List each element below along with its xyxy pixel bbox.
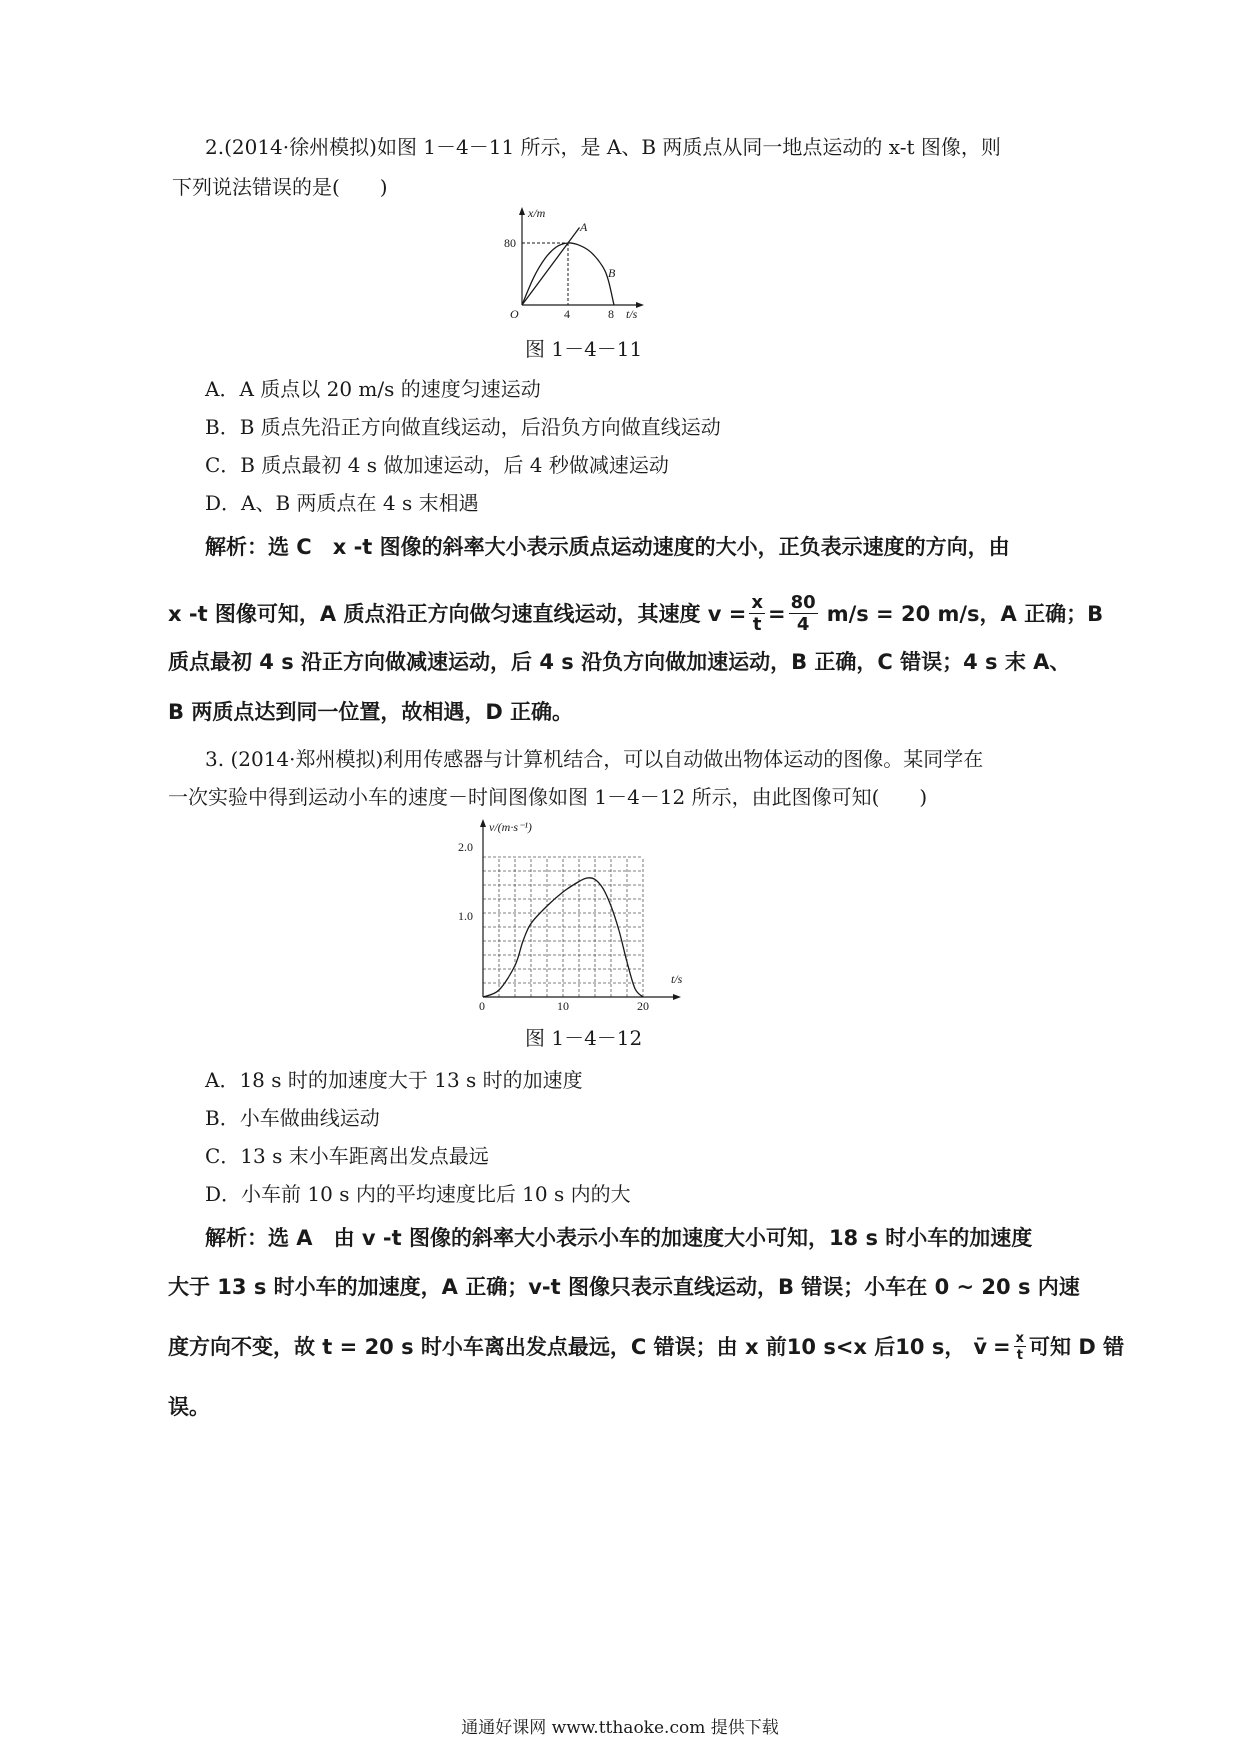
q2-chart-xtick-8: 8 <box>608 307 614 321</box>
q3-analysis-line4: 误。 <box>168 1395 210 1419</box>
q2-fraction-x-num: x <box>751 592 764 613</box>
q2-chart-ytick-80: 80 <box>504 236 516 250</box>
q3-chart-ytick-1: 1.0 <box>458 909 473 923</box>
q2-chart-xtick-4: 4 <box>564 307 570 321</box>
q3-analysis-line3-rest: 可知 D 错 <box>1029 1335 1125 1359</box>
q2-fraction-80-over-4 <box>789 594 818 634</box>
q3-option-a: A．18 s 时的加速度大于 13 s 时的加速度 <box>205 1068 583 1092</box>
q2-fraction-4-den: 4 <box>796 614 810 635</box>
q3-analysis-line3-text: 度方向不变，故 t = 20 s 时小车离出发点最远，C 错误；由 x 前10 s<x 后10 s， <box>168 1335 966 1359</box>
q3-analysis-line3 <box>168 1325 1124 1369</box>
q2-option-a: A．A 质点以 20 m/s 的速度匀速运动 <box>205 377 541 401</box>
q3-stem-line1: 3. (2014·郑州模拟)利用传感器与计算机结合，可以自动做出物体运动的图像。某同学在 <box>205 747 984 771</box>
q3-option-c: C．13 s 末小车距离出发点最远 <box>205 1144 489 1168</box>
q3-option-b: B．小车做曲线运动 <box>205 1106 380 1130</box>
q2-chart-ylabel: x/m <box>528 206 546 220</box>
q3-chart-xtick-10: 10 <box>557 999 569 1013</box>
q3-chart-ytick-2: 2.0 <box>458 840 473 854</box>
q2-fraction-x-over-t <box>749 594 765 634</box>
q2-fraction-t-den: t <box>752 614 762 635</box>
q2-analysis-line4: B 两质点达到同一位置，故相遇，D 正确。 <box>168 700 574 724</box>
q2-analysis-line2 <box>168 589 1103 639</box>
q3-fraction-x-over-t <box>1014 1332 1026 1362</box>
q3-chart-xtick-20: 20 <box>637 999 649 1013</box>
q3-fraction-t-den: t <box>1016 1348 1023 1363</box>
q2-series-a-line <box>522 228 580 306</box>
q3-chart-ylabel: v/(m·s⁻¹) <box>489 820 532 834</box>
q3-analysis-line2: 大于 13 s 时小车的加速度，A 正确；v-t 图像只表示直线运动，B 错误；小车在 0 ~ 20 s 内速 <box>168 1275 1080 1299</box>
q3-analysis-line1: 解析：选 A 由 v -t 图像的斜率大小表示小车的加速度大小可知，18 s 时小车的加速度 <box>205 1226 1033 1250</box>
q2-chart-label-a: A <box>580 220 588 234</box>
q3-stem-line2: 一次实验中得到运动小车的速度－时间图像如图 1－4－12 所示，由此图像可知( ) <box>168 785 928 809</box>
q2-chart-origin: O <box>510 307 519 321</box>
q2-option-d: D．A、B 两质点在 4 s 末相遇 <box>205 491 479 515</box>
q3-option-d: D．小车前 10 s 内的平均速度比后 10 s 内的大 <box>205 1182 631 1206</box>
q2-fraction-80-num: 80 <box>790 592 816 613</box>
q3-equals: = <box>993 1335 1011 1359</box>
q3-chart-xlabel: t/s <box>671 972 683 986</box>
q2-chart-label-b: B <box>608 266 616 280</box>
q2-chart-xlabel: t/s <box>626 307 638 321</box>
q2-analysis-line3: 质点最初 4 s 沿正方向做减速运动，后 4 s 沿负方向做加速运动，B 正确，C 错误；4 s 末 A、 <box>168 650 1071 674</box>
q3-chart-xtick-0: 0 <box>479 999 485 1013</box>
q2-analysis-line1: 解析：选 C x -t 图像的斜率大小表示质点运动速度的大小，正负表示速度的方向，由 <box>205 535 1010 559</box>
q2-analysis-line2-text: x -t 图像可知，A 质点沿正方向做匀速直线运动，其速度 v = <box>168 602 747 626</box>
q3-figure-caption: 图 1－4－12 <box>525 1026 643 1050</box>
q3-vt-chart <box>445 815 705 1015</box>
q3-vbar: v̄ <box>973 1335 988 1359</box>
q2-figure-caption: 图 1－4－11 <box>525 337 643 361</box>
q2-xt-chart <box>500 205 660 325</box>
q2-option-b: B．B 质点先沿正方向做直线运动，后沿负方向做直线运动 <box>205 415 721 439</box>
q2-option-c: C．B 质点最初 4 s 做加速运动，后 4 秒做减速运动 <box>205 453 669 477</box>
q3-fraction-x-num: x <box>1015 1331 1025 1346</box>
q2-stem-line1: 2.(2014·徐州模拟)如图 1－4－11 所示，是 A、B 两质点从同一地点运动的 x-t 图像，则 <box>205 135 1001 159</box>
q2-analysis-line2-rest: m/s = 20 m/s，A 正确；B <box>826 602 1104 626</box>
q2-equals: = <box>768 602 786 626</box>
q2-stem-line2: 下列说法错误的是( ) <box>172 175 388 199</box>
page-footer: 通通好课网 www.tthaoke.com 提供下载 <box>461 1718 779 1738</box>
